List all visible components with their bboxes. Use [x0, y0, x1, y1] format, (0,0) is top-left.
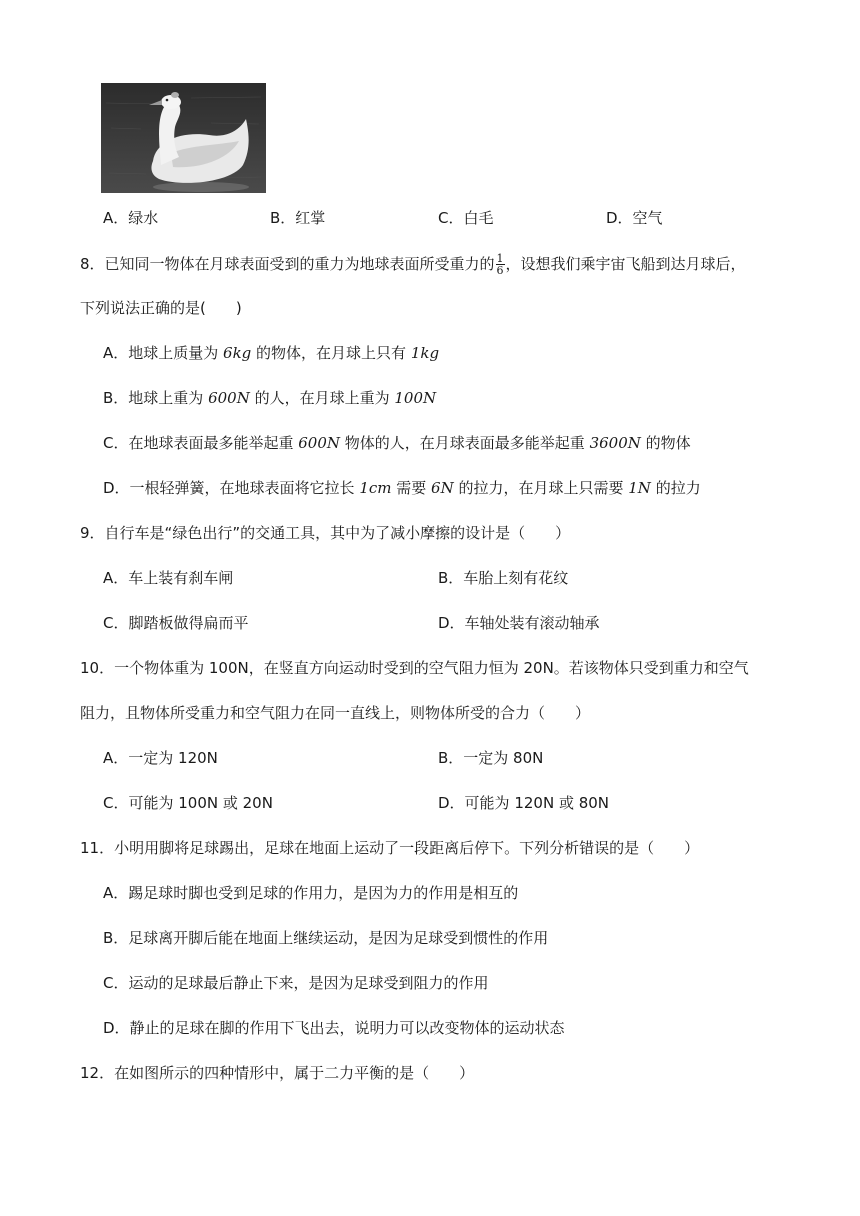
q10-option-b: B．一定为 80N: [438, 749, 544, 767]
q8-option-b: [103, 388, 436, 408]
q10-stem-line2: 阻力，且物体所受重力和空气阻力在同一直线上，则物体所受的合力（ ）: [80, 704, 591, 722]
q9-option-b: B．车胎上刻有花纹: [438, 569, 569, 587]
q8-d-math1: 1cm: [359, 479, 392, 497]
q11-option-d: D．静止的足球在脚的作用下飞出去，说明力可以改变物体的运动状态: [103, 1019, 565, 1037]
q9-option-d: D．车轴处装有滚动轴承: [438, 614, 600, 632]
q8-d-text4: 的拉力: [650, 479, 701, 497]
q9-stem: 9．自行车是“绿色出行”的交通工具，其中为了减小摩擦的设计是（ ）: [80, 524, 571, 542]
q11-option-c: C．运动的足球最后静止下来，是因为足球受到阻力的作用: [103, 974, 489, 992]
q8-c-math2: 3600N: [589, 434, 641, 452]
q8-fraction-numerator: 1: [496, 252, 504, 265]
q8-fraction-denominator: 6: [496, 264, 504, 277]
q8-d-text3: 的拉力，在月球上只需要: [453, 479, 629, 497]
q8-d-math3: 1N: [628, 479, 651, 497]
q8-c-math1: 600N: [298, 434, 341, 452]
q8-fraction: [496, 253, 505, 276]
q8-stem-part1: 8．已知同一物体在月球表面受到的重力为地球表面所受重力的: [80, 255, 495, 273]
q7-option-d: D．空气: [606, 209, 663, 227]
swan-photo: [101, 83, 266, 193]
q10-option-d: D．可能为 120N 或 80N: [438, 794, 610, 812]
q9-option-c: C．脚踏板做得扁而平: [103, 614, 249, 632]
q8-d-text1: D．一根轻弹簧，在地球表面将它拉长: [103, 479, 360, 497]
q8-c-text2: 物体的人，在月球表面最多能举起重: [340, 434, 590, 452]
q8-option-c: [103, 433, 691, 453]
q11-option-a: A．踢足球时脚也受到足球的作用力，是因为力的作用是相互的: [103, 884, 519, 902]
q8-a-math2: 1kg: [410, 344, 440, 362]
q8-stem-part2: ，设想我们乘宇宙飞船到达月球后，: [505, 255, 746, 273]
q8-b-math2: 100N: [394, 389, 437, 407]
q8-stem-line2: 下列说法正确的是( ): [80, 299, 242, 317]
q8-d-text2: 需要: [391, 479, 432, 497]
q7-option-a: A．绿水: [103, 209, 159, 227]
q12-stem: 12．在如图所示的四种情形中，属于二力平衡的是（ ）: [80, 1064, 475, 1082]
q8-a-text2: 的物体，在月球上只有: [251, 344, 411, 362]
q10-stem-line1: 10．一个物体重为 100N，在竖直方向运动时受到的空气阻力恒为 20N。若该物体只受到重力和空气: [80, 659, 749, 677]
q7-option-c: C．白毛: [438, 209, 494, 227]
q7-option-b: B．红掌: [270, 209, 326, 227]
q10-option-c: C．可能为 100N 或 20N: [103, 794, 273, 812]
q8-b-text2: 的人，在月球上重为: [249, 389, 395, 407]
q8-b-text1: B．地球上重为: [103, 389, 209, 407]
q8-stem-line1: [80, 253, 746, 276]
q8-d-math2: 6N: [431, 479, 454, 497]
q8-c-text1: C．在地球表面最多能举起重: [103, 434, 299, 452]
q8-a-text1: A．地球上质量为: [103, 344, 224, 362]
q8-b-math1: 600N: [208, 389, 250, 407]
q8-option-d: [103, 478, 701, 498]
q8-a-math1: 6kg: [223, 344, 252, 362]
q8-c-text3: 的物体: [640, 434, 691, 452]
q10-option-a: A．一定为 120N: [103, 749, 218, 767]
q11-option-b: B．足球离开脚后能在地面上继续运动，是因为足球受到惯性的作用: [103, 929, 549, 947]
q11-stem: 11．小明用脚将足球踢出，足球在地面上运动了一段距离后停下。下列分析错误的是（ ）: [80, 839, 700, 857]
q8-option-a: [103, 343, 439, 363]
q9-option-a: A．车上装有刹车闸: [103, 569, 234, 587]
